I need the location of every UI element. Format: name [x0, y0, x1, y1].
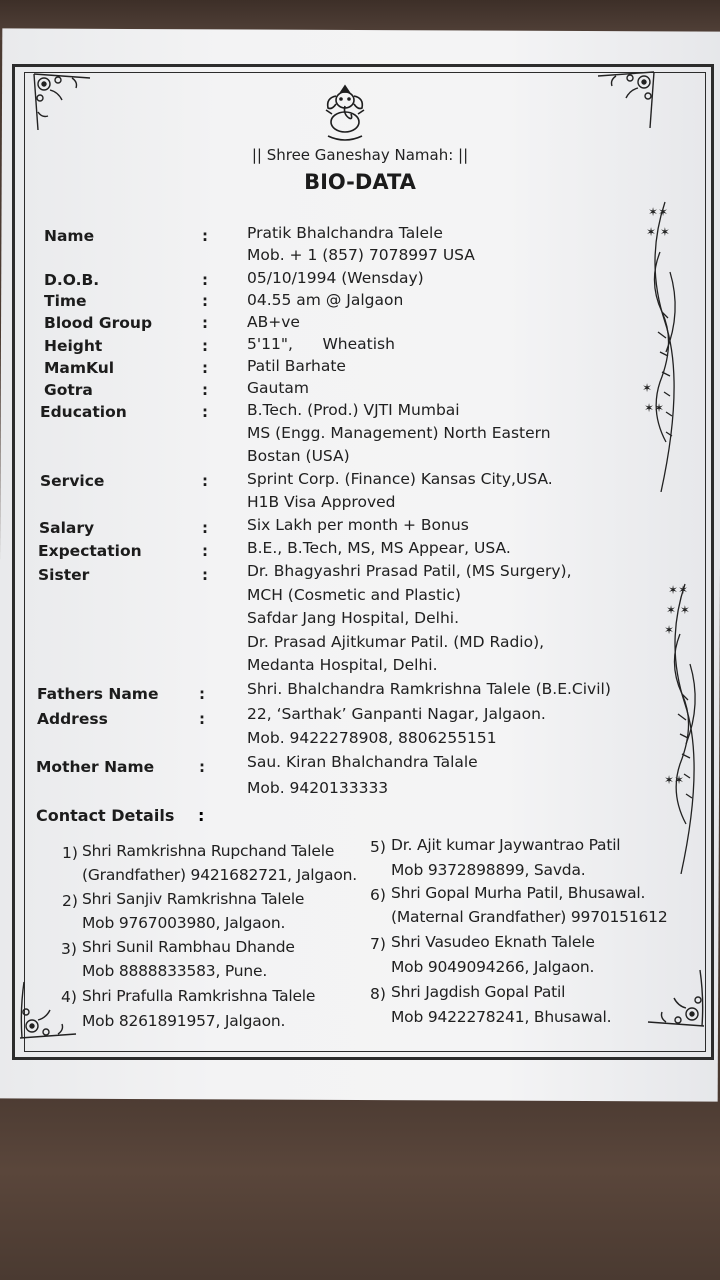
svg-text:✶: ✶: [664, 623, 675, 637]
field-value-education: B.Tech. (Prod.) VJTI Mumbai: [247, 401, 460, 419]
field-colon: :: [202, 227, 208, 245]
field-value-address: 22, ‘Sarthak’ Ganpanti Nagar, Jalgaon.: [247, 705, 546, 723]
contact-name: Shri Gopal Murha Patil, Bhusawal.: [391, 884, 646, 902]
ganesha-icon: [318, 82, 372, 142]
contact-detail: Mob 9372898899, Savda.: [391, 861, 586, 879]
field-value-service: Sprint Corp. (Finance) Kansas City,USA.: [247, 470, 553, 488]
field-label-education: Education: [40, 403, 127, 421]
field-label-mother-name: Mother Name: [36, 758, 155, 776]
contact-detail: Mob 8261891957, Jalgaon.: [82, 1012, 286, 1030]
contact-detail: Mob 9422278241, Bhusawal.: [391, 1008, 612, 1026]
floral-corner-icon: [646, 968, 706, 1028]
contact-number: 3): [61, 940, 77, 958]
field-value-mother-name: Sau. Kiran Bhalchandra Talale: [247, 753, 478, 771]
field-label-salary: Salary: [39, 519, 95, 537]
contact-number: 5): [370, 838, 386, 856]
peacock-vine-icon: [640, 192, 690, 492]
svg-text:✶✶: ✶✶: [644, 401, 665, 415]
contact-number: 4): [61, 988, 77, 1006]
contact-name: Shri Jagdish Gopal Patil: [391, 983, 566, 1001]
field-label-dob: D.O.B.: [44, 271, 100, 289]
contact-number: 2): [62, 892, 78, 910]
contacts-heading: Contact Details: [36, 806, 175, 825]
field-value-sister: MCH (Cosmetic and Plastic): [247, 586, 461, 604]
field-value-expectation: B.E., B.Tech, MS, MS Appear, USA.: [247, 539, 511, 557]
field-colon: :: [202, 337, 208, 355]
field-colon: :: [202, 292, 208, 310]
field-value-service: H1B Visa Approved: [247, 493, 396, 511]
contact-detail: (Grandfather) 9421682721, Jalgaon.: [82, 866, 357, 884]
svg-text:✶ ✶: ✶ ✶: [646, 225, 670, 239]
contact-detail: (Maternal Grandfather) 9970151612: [391, 908, 668, 926]
svg-text:✶✶: ✶✶: [648, 205, 669, 219]
field-label-height: Height: [44, 337, 103, 355]
field-label-service: Service: [40, 472, 105, 490]
contact-detail: Mob 9767003980, Jalgaon.: [82, 914, 286, 932]
field-value-time: 04.55 am @ Jalgaon: [247, 291, 404, 309]
field-label-address: Address: [37, 710, 108, 728]
field-colon: :: [199, 758, 205, 776]
field-value-dob: 05/10/1994 (Wensday): [247, 269, 424, 287]
field-value-education: Bostan (USA): [247, 447, 350, 465]
field-value-sister: Dr. Prasad Ajitkumar Patil. (MD Radio),: [247, 633, 545, 651]
field-value-blood-group: AB+ve: [247, 313, 300, 331]
svg-text:✶✶: ✶✶: [668, 583, 689, 597]
contact-number: 1): [62, 844, 78, 862]
field-value-sister: Dr. Bhagyashri Prasad Patil, (MS Surgery),: [247, 562, 572, 580]
field-value-sister: Medanta Hospital, Delhi.: [247, 656, 438, 674]
field-colon: :: [202, 314, 208, 332]
field-colon: :: [199, 685, 205, 703]
field-value-gotra: Gautam: [247, 379, 310, 397]
invocation-line: || Shree Ganeshay Namah: ||: [251, 146, 469, 164]
contact-name: Dr. Ajit kumar Jaywantrao Patil: [391, 836, 621, 854]
field-colon: :: [202, 359, 208, 377]
field-label-expectation: Expectation: [38, 542, 142, 560]
floral-corner-icon: [596, 70, 656, 130]
contact-number: 7): [370, 935, 386, 953]
floral-corner-icon: [32, 72, 92, 132]
field-colon: :: [202, 381, 208, 399]
field-value-name: Pratik Bhalchandra Talele: [247, 224, 443, 242]
field-value-mamkul: Patil Barhate: [247, 357, 346, 375]
contact-name: Shri Prafulla Ramkrishna Talele: [82, 987, 316, 1005]
contact-number: 8): [370, 985, 386, 1003]
field-value-address-phone: Mob. 9422278908, 8806255151: [247, 729, 497, 747]
contact-name: Shri Ramkrishna Rupchand Talele: [82, 842, 335, 860]
svg-text:✶: ✶: [642, 381, 653, 395]
field-value-sister: Safdar Jang Hospital, Delhi.: [247, 609, 460, 627]
svg-text:✶ ✶: ✶ ✶: [666, 603, 690, 617]
contact-name: Shri Sanjiv Ramkrishna Talele: [82, 890, 305, 908]
field-colon: :: [202, 519, 208, 537]
field-value-mother-phone: Mob. 9420133333: [247, 779, 389, 797]
field-label-blood-group: Blood Group: [44, 314, 153, 332]
field-label-mamkul: MamKul: [44, 359, 115, 377]
field-value-fathers-name: Shri. Bhalchandra Ramkrishna Talele (B.E.Civil): [247, 680, 611, 698]
field-colon: :: [199, 710, 205, 728]
contacts-colon: :: [198, 806, 205, 825]
peacock-vine-icon: [660, 574, 710, 874]
field-label-time: Time: [44, 292, 87, 310]
field-value-salary: Six Lakh per month + Bonus: [247, 516, 469, 534]
contact-name: Shri Vasudeo Eknath Talele: [391, 933, 595, 951]
field-value-education: MS (Engg. Management) North Eastern: [247, 424, 551, 442]
contact-number: 6): [370, 886, 386, 904]
field-colon: :: [202, 566, 208, 584]
contact-detail: Mob 8888833583, Pune.: [82, 962, 268, 980]
field-label-fathers-name: Fathers Name: [37, 685, 159, 703]
field-value-mobile: Mob. + 1 (857) 7078997 USA: [247, 246, 475, 264]
contact-detail: Mob 9049094266, Jalgaon.: [391, 958, 595, 976]
field-value-height: 5'11", Wheatish: [247, 335, 395, 353]
field-colon: :: [202, 271, 208, 289]
field-colon: :: [202, 472, 208, 490]
field-colon: :: [202, 403, 208, 421]
field-label-gotra: Gotra: [44, 381, 93, 399]
field-label-name: Name: [44, 227, 95, 245]
field-colon: :: [202, 542, 208, 560]
svg-text:✶✶: ✶✶: [664, 773, 685, 787]
contact-name: Shri Sunil Rambhau Dhande: [82, 938, 295, 956]
table-surface-bottom: [0, 1098, 720, 1280]
page-title: BIO-DATA: [304, 170, 416, 194]
field-label-sister: Sister: [38, 566, 90, 584]
